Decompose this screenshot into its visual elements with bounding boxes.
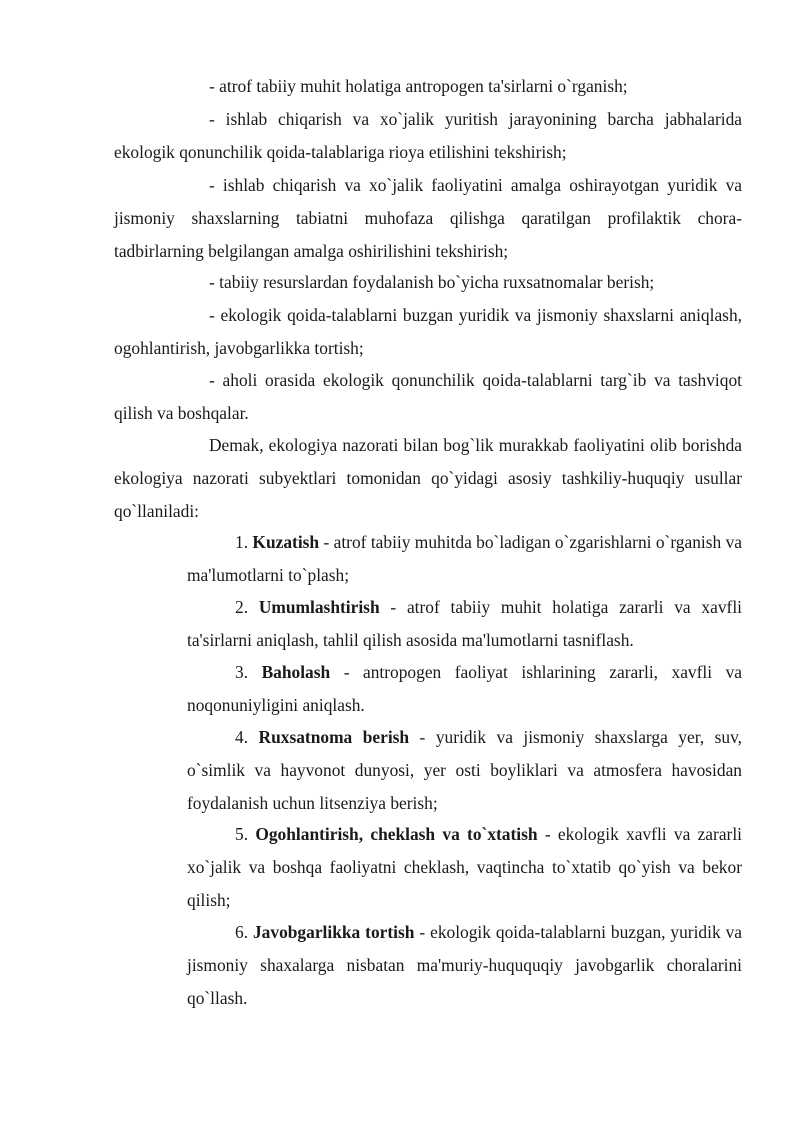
bullet-paragraph: - tabiiy resurslardan foydalanish bo`yicha ruxsatnomalar berish; xyxy=(209,272,655,292)
bullet-paragraph: - aholi orasida ekologik qonunchilik qoida-talablarni targ`ib va tashviqot qilish va boshqalar. xyxy=(114,370,742,423)
method-term: Ruxsatnoma berish xyxy=(258,727,410,747)
bullet-paragraph: - ishlab chiqarish va xo`jalik faoliyatini amalga oshirayotgan yuridik va jismoniy shaxslarning tabiatni muhofaza qilishga qaratilgan profilaktik chora-tadbirlarning belgilangan amalga oshirilishini tekshirish; xyxy=(114,175,742,261)
bullet-paragraph: - atrof tabiiy muhit holatiga antropogen ta'sirlarni o`rganish; xyxy=(209,76,628,96)
method-term: Kuzatish xyxy=(252,532,320,552)
method-description: - ekologik qoida-talablarni buzgan, yuridik va jismoniy shaxalarga nisbatan ma'muriy-huququqiy javobgarlik choralarini qo`llash. xyxy=(187,922,742,1008)
method-number: 1. xyxy=(235,532,249,552)
method-description: - ekologik xavfli va zararli xo`jalik va boshqa faoliyatni cheklash, vaqtincha to`xtatib qo`yish va bekor qilish; xyxy=(187,824,742,910)
method-description: - antropogen faoliyat ishlarining zararli, xavfli va noqonuniyligini aniqlash. xyxy=(187,662,742,715)
method-number: 5. xyxy=(235,824,249,844)
method-item xyxy=(187,591,742,657)
intro-paragraph: Demak, ekologiya nazorati bilan bog`lik murakkab faoliyatini olib borishda ekologiya nazorati subyektlari tomonidan qo`yidagi asosiy tashkiliy-huquqiy usullar qo`llaniladi: xyxy=(114,435,742,521)
method-term: Baholash xyxy=(261,662,331,682)
method-item xyxy=(187,526,742,592)
method-term: Umumlashtirish xyxy=(258,597,380,617)
method-item xyxy=(187,656,742,722)
method-description: - atrof tabiiy muhitda bo`ladigan o`zgarishlarni o`rganish va ma'lumotlarni to`plash; xyxy=(187,532,742,585)
method-item xyxy=(187,721,742,820)
method-description: - atrof tabiiy muhit holatiga zararli va xavfli ta'sirlarni aniqlash, tahlil qilish asosida ma'lumotlarni tasniflash. xyxy=(187,597,742,650)
method-number: 3. xyxy=(235,662,249,682)
method-description: - yuridik va jismoniy shaxslarga yer, suv, o`simlik va hayvonot dunyosi, yer osti boyliklari va atmosfera havosidan foydalanish uchun litsenziya berish; xyxy=(187,727,742,813)
method-number: 4. xyxy=(235,727,249,747)
bullet-paragraph: - ekologik qoida-talablarni buzgan yuridik va jismoniy shaxslarni aniqlash, ogohlantirish, javobgarlikka tortish; xyxy=(114,305,742,358)
method-term: Ogohlantirish, cheklash va to`xtatish xyxy=(255,824,538,844)
method-item xyxy=(187,818,742,917)
method-number: 6. xyxy=(235,922,249,942)
method-item xyxy=(187,916,742,1015)
bullet-paragraph: - ishlab chiqarish va xo`jalik yuritish jarayonining barcha jabhalarida ekologik qonunchilik qoida-talablariga rioya etilishini tekshirish; xyxy=(114,109,742,162)
method-term: Javobgarlikka tortish xyxy=(252,922,415,942)
method-number: 2. xyxy=(235,597,249,617)
